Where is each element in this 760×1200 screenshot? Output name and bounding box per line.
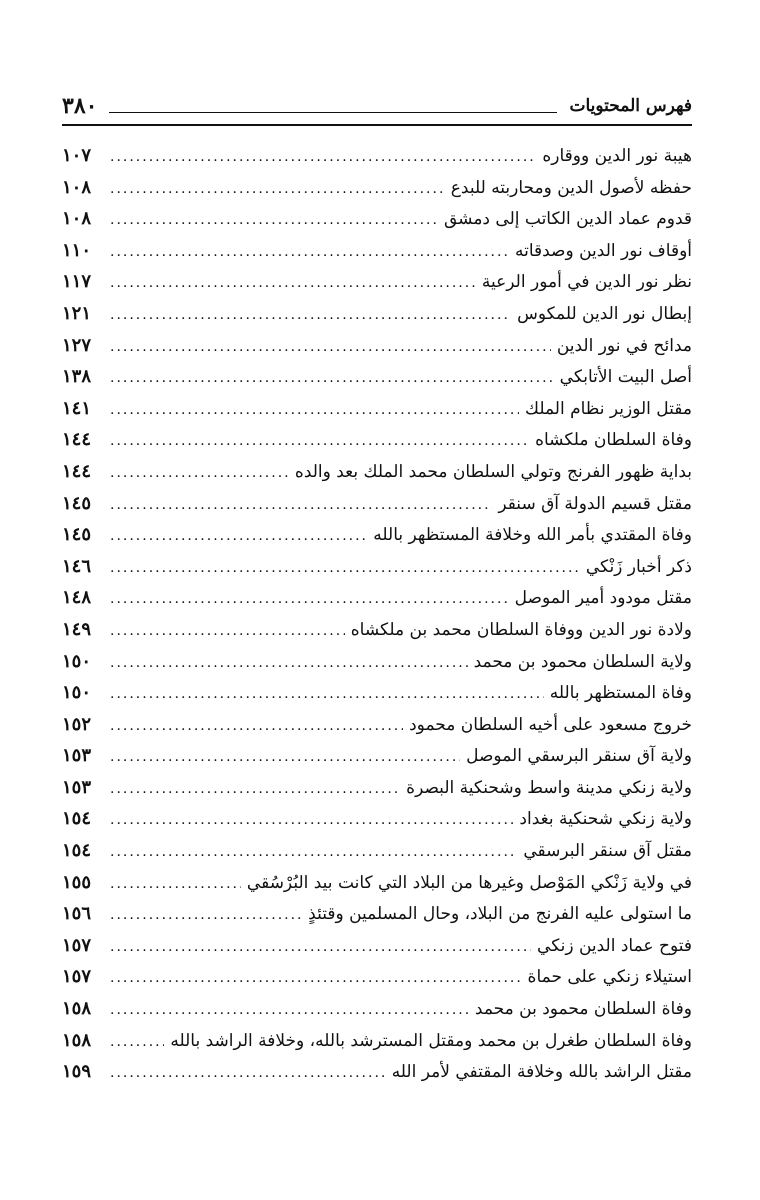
toc-entry-page-number: ١٥٥ <box>62 871 92 893</box>
toc-dot-leader <box>110 300 511 332</box>
toc-dot-leader <box>110 837 517 869</box>
toc-dot-leader <box>110 1027 164 1059</box>
toc-entry-page-number: ١٥٧ <box>62 934 92 956</box>
toc-entry <box>62 393 692 425</box>
toc-entry-page-number: ١٣٨ <box>62 366 92 388</box>
toc-entry-title: مقتل آق سنقر البرسقي <box>523 841 692 862</box>
book-page <box>62 86 692 1088</box>
toc-dot-leader <box>110 237 509 269</box>
toc-entry-page-number: ١٤٥ <box>62 492 92 514</box>
toc-entry-page-number: ١١٧ <box>62 271 92 293</box>
toc-entry <box>62 361 692 393</box>
toc-entry-title: مقتل الوزير نظام الملك <box>525 398 692 419</box>
toc-entry-page-number: ١٥٧ <box>62 966 92 988</box>
toc-dot-leader <box>110 142 536 174</box>
toc-dot-leader <box>110 426 529 458</box>
toc-entry-page-number: ١٥٣ <box>62 776 92 798</box>
toc-entry-title: ما استولى عليه الفرنج من البلاد، وحال المسلمين وقتئذٍ <box>308 904 692 925</box>
toc-entry <box>62 140 692 172</box>
toc-entry <box>62 298 692 330</box>
toc-dot-leader <box>110 332 551 364</box>
page-number: ٣٨٠ <box>62 93 98 119</box>
toc-entry-page-number: ١٢١ <box>62 302 92 324</box>
toc-entry-page-number: ١٥٨ <box>62 998 92 1020</box>
toc-dot-leader <box>110 584 509 616</box>
toc-entry-page-number: ١١٠ <box>62 239 92 261</box>
toc-dot-leader <box>110 932 531 964</box>
toc-entry <box>62 172 692 204</box>
toc-entry-title: ولادة نور الدين ووفاة السلطان محمد بن ملكشاه <box>350 619 692 640</box>
toc-entry-title: في ولاية زَنْكي المَوْصل وغيرها من البلاد التي كانت بيد البُرْسُقي <box>246 872 692 893</box>
toc-entry-page-number: ١٥٨ <box>62 1029 92 1051</box>
toc-entry-page-number: ١٤٦ <box>62 555 92 577</box>
toc-dot-leader <box>110 1058 386 1090</box>
toc-dot-leader <box>110 742 460 774</box>
toc-entry-title: وفاة المستظهر بالله <box>549 683 692 704</box>
toc-entry-title: أوقاف نور الدين وصدقاته <box>514 240 692 261</box>
toc-entry <box>62 456 692 488</box>
toc-dot-leader <box>110 774 400 806</box>
toc-entry <box>62 677 692 709</box>
toc-entry-page-number: ١٥٤ <box>62 808 92 830</box>
toc-dot-leader <box>110 711 403 743</box>
toc-entry-page-number: ١٥٦ <box>62 903 92 925</box>
toc-entry-page-number: ١٤٤ <box>62 429 92 451</box>
toc-entry-page-number: ١٥٣ <box>62 745 92 767</box>
toc-entry-title: قدوم عماد الدين الكاتب إلى دمشق <box>443 209 692 230</box>
toc-dot-leader <box>110 995 469 1027</box>
toc-entry-title: مقتل مودود أمير الموصل <box>514 588 692 609</box>
toc-entry <box>62 582 692 614</box>
toc-entry-page-number: ١٠٨ <box>62 176 92 198</box>
header-rule-line <box>109 112 557 113</box>
toc-entry <box>62 203 692 235</box>
toc-dot-leader <box>110 174 445 206</box>
toc-entry <box>62 803 692 835</box>
toc-entry-title: بداية ظهور الفرنج وتولي السلطان محمد الملك بعد والده <box>294 461 692 482</box>
toc-entry-title: أصل البيت الأتابكي <box>559 367 692 388</box>
toc-entry-page-number: ١٠٨ <box>62 208 92 230</box>
toc-entry <box>62 551 692 583</box>
toc-entry-title: فتوح عماد الدين زنكي <box>537 935 692 956</box>
toc-entry <box>62 835 692 867</box>
toc-entry <box>62 330 692 362</box>
toc-entry-page-number: ١٤٩ <box>62 618 92 640</box>
toc-dot-leader <box>110 616 345 648</box>
toc-entry-page-number: ١٥٩ <box>62 1061 92 1083</box>
toc-dot-leader <box>110 679 544 711</box>
toc-entry-page-number: ١٥٤ <box>62 840 92 862</box>
toc-entry-page-number: ١٤٥ <box>62 524 92 546</box>
toc-entry-title: مقتل قسيم الدولة آق سنقر <box>498 493 692 514</box>
toc-dot-leader <box>110 458 289 490</box>
toc-entry-page-number: ١٥٢ <box>62 713 92 735</box>
toc-entry-title: وفاة السلطان طغرل بن محمد ومقتل المسترشد بالله، وخلافة الراشد بالله <box>170 1030 692 1051</box>
toc-entry-title: وفاة المقتدي بأمر الله وخلافة المستظهر بالله <box>373 525 692 546</box>
toc-entry <box>62 867 692 899</box>
toc-entry-page-number: ١٥٠ <box>62 682 92 704</box>
toc-entry <box>62 930 692 962</box>
toc-dot-leader <box>110 521 367 553</box>
toc-entry-title: هيبة نور الدين ووقاره <box>542 146 692 166</box>
toc-entry <box>62 772 692 804</box>
toc-entry <box>62 519 692 551</box>
toc-entry <box>62 740 692 772</box>
toc-entry-title: مدائح في نور الدين <box>556 335 692 356</box>
table-of-contents <box>62 140 692 1088</box>
toc-dot-leader <box>110 869 241 901</box>
toc-dot-leader <box>110 648 468 680</box>
toc-entry-title: وفاة السلطان محمود بن محمد <box>474 999 692 1020</box>
toc-dot-leader <box>110 490 492 522</box>
toc-entry-title: ولاية آق سنقر البرسقي الموصل <box>466 746 692 767</box>
header-divider <box>62 124 692 126</box>
toc-entry-title: ولاية زنكي مدينة واسط وشحنكية البصرة <box>406 777 692 798</box>
toc-dot-leader <box>110 553 580 585</box>
toc-entry <box>62 709 692 741</box>
toc-entry-title: حفظه لأصول الدين ومحاربته للبدع <box>450 177 692 198</box>
toc-entry-page-number: ١٠٧ <box>62 145 92 166</box>
toc-entry <box>62 993 692 1025</box>
toc-entry-title: ولاية زنكي شحنكية بغداد <box>519 809 692 830</box>
toc-entry-title: ذكر أخبار زَنْكي <box>585 556 692 577</box>
toc-dot-leader <box>110 205 438 237</box>
toc-entry-page-number: ١٤٨ <box>62 587 92 609</box>
toc-dot-leader <box>110 268 476 300</box>
toc-entry-page-number: ١٤٤ <box>62 460 92 482</box>
toc-dot-leader <box>110 395 519 427</box>
toc-entry <box>62 614 692 646</box>
toc-entry <box>62 424 692 456</box>
toc-entry <box>62 646 692 678</box>
toc-entry-page-number: ١٢٧ <box>62 334 92 356</box>
toc-entry-page-number: ١٥٠ <box>62 650 92 672</box>
toc-entry <box>62 1056 692 1088</box>
toc-entry <box>62 235 692 267</box>
toc-entry-title: استيلاء زنكي على حماة <box>527 967 692 988</box>
toc-dot-leader <box>110 363 554 395</box>
page-header <box>62 86 692 122</box>
toc-entry-page-number: ١٤١ <box>62 397 92 419</box>
toc-entry-title: خروج مسعود على أخيه السلطان محمود <box>409 714 692 735</box>
toc-entry-title: نظر نور الدين في أمور الرعية <box>481 272 692 293</box>
toc-entry-title: ولاية السلطان محمود بن محمد <box>473 651 692 672</box>
toc-entry <box>62 961 692 993</box>
toc-entry <box>62 488 692 520</box>
toc-entry <box>62 898 692 930</box>
toc-dot-leader <box>110 805 513 837</box>
toc-entry-title: مقتل الراشد بالله وخلافة المقتفي لأمر الله <box>391 1062 692 1083</box>
toc-entry-title: إبطال نور الدين للمكوس <box>517 303 692 324</box>
toc-entry-title: وفاة السلطان ملكشاه <box>535 430 692 451</box>
toc-dot-leader <box>110 963 522 995</box>
toc-entry <box>62 1025 692 1057</box>
toc-dot-leader <box>110 900 302 932</box>
running-title: فهرس المحتويات <box>569 96 692 116</box>
toc-entry <box>62 266 692 298</box>
